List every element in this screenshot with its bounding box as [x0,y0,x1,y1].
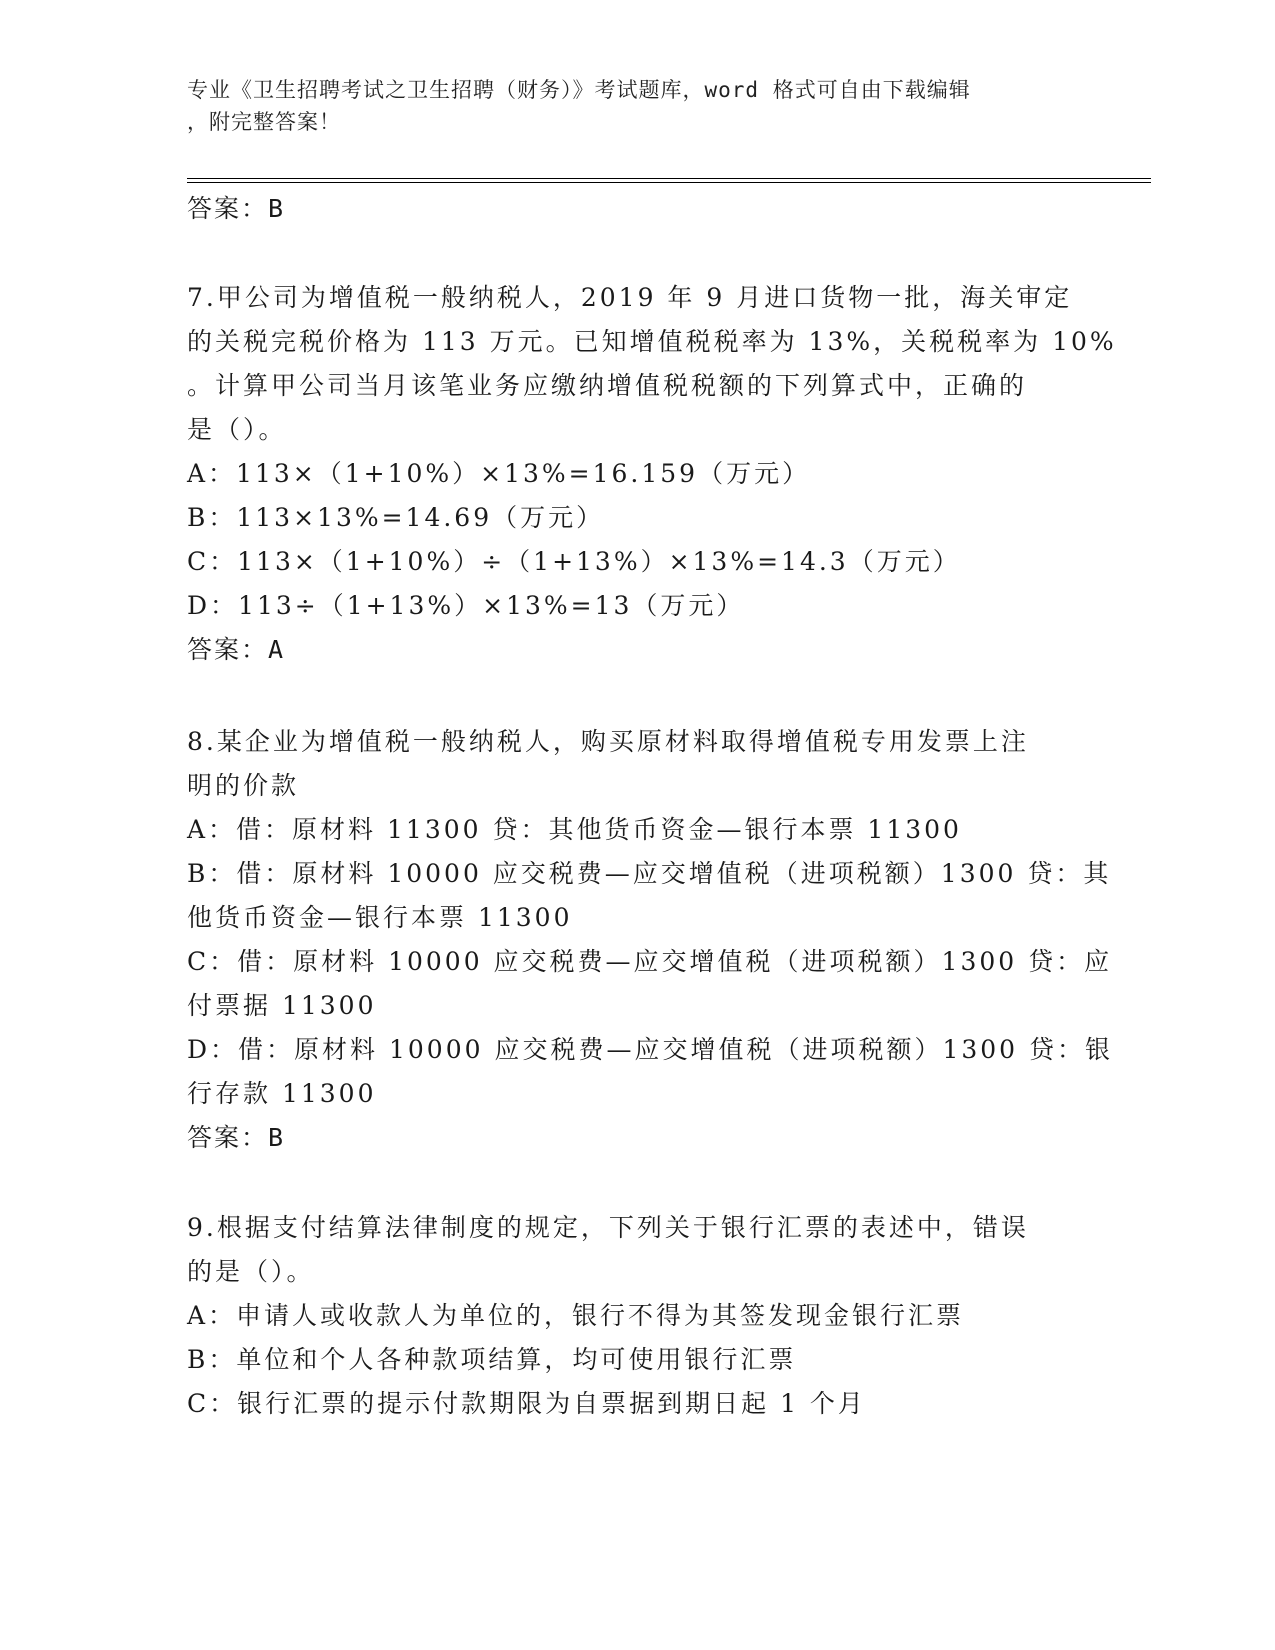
q8-option-d-line-1: D：借：原材料 10000 应交税费—应交增值税（进项税额）1300 贷：银 [187,1035,1114,1064]
q7-answer: 答案：A [187,635,286,664]
q8-stem-line-1: 8.某企业为增值税一般纳税人，购买原材料取得增值税专用发票上注 [187,727,1029,756]
q7-option-c: C：113×（1+10%）÷（1+13%）×13%=14.3（万元） [187,547,961,576]
q9-stem-line-1: 9.根据支付结算法律制度的规定，下列关于银行汇票的表述中，错误 [187,1213,1029,1242]
q9-stem-line-2: 的是（）。 [187,1257,315,1286]
q8-answer: 答案：B [187,1123,286,1152]
header-rule-bottom [187,182,1151,183]
header-line-2: ，附完整答案！ [187,110,341,134]
q7-option-d: D：113÷（1+13%）×13%=13（万元） [187,591,745,620]
q7-option-b: B：113×13%=14.69（万元） [187,503,605,532]
header-rule-top [187,178,1151,179]
q9-option-c: C：银行汇票的提示付款期限为自票据到期日起 1 个月 [187,1389,866,1418]
q7-option-a: A：113×（1+10%）×13%=16.159（万元） [187,459,811,488]
header-line-1: 专业《卫生招聘考试之卫生招聘（财务）》考试题库，word 格式可自由下载编辑 [187,78,971,102]
q9-option-b: B：单位和个人各种款项结算，均可使用银行汇票 [187,1345,797,1374]
q8-option-c-line-1: C：借：原材料 10000 应交税费—应交增值税（进项税额）1300 贷：应 [187,947,1113,976]
q8-option-b-line-1: B：借：原材料 10000 应交税费—应交增值税（进项税额）1300 贷：其 [187,859,1112,888]
answer-previous: 答案：B [187,194,286,223]
q9-option-a: A：申请人或收款人为单位的，银行不得为其签发现金银行汇票 [187,1301,965,1330]
q7-stem-line-1: 7.甲公司为增值税一般纳税人，2019 年 9 月进口货物一批，海关审定 [187,283,1073,312]
q8-option-d-line-2: 行存款 11300 [187,1079,377,1108]
q7-stem-line-3: 。计算甲公司当月该笔业务应缴纳增值税税额的下列算式中，正确的 [187,371,1028,400]
q8-option-b-line-2: 他货币资金—银行本票 11300 [187,903,573,932]
q7-stem-line-4: 是（）。 [187,415,287,444]
q8-option-c-line-2: 付票据 11300 [187,991,377,1020]
q7-stem-line-2: 的关税完税价格为 113 万元。已知增值税税率为 13%，关税税率为 10% [187,327,1117,356]
q8-stem-line-2: 明的价款 [187,771,300,800]
page-header [187,74,1067,138]
q8-option-a: A：借：原材料 11300 贷：其他货币资金—银行本票 11300 [187,815,962,844]
